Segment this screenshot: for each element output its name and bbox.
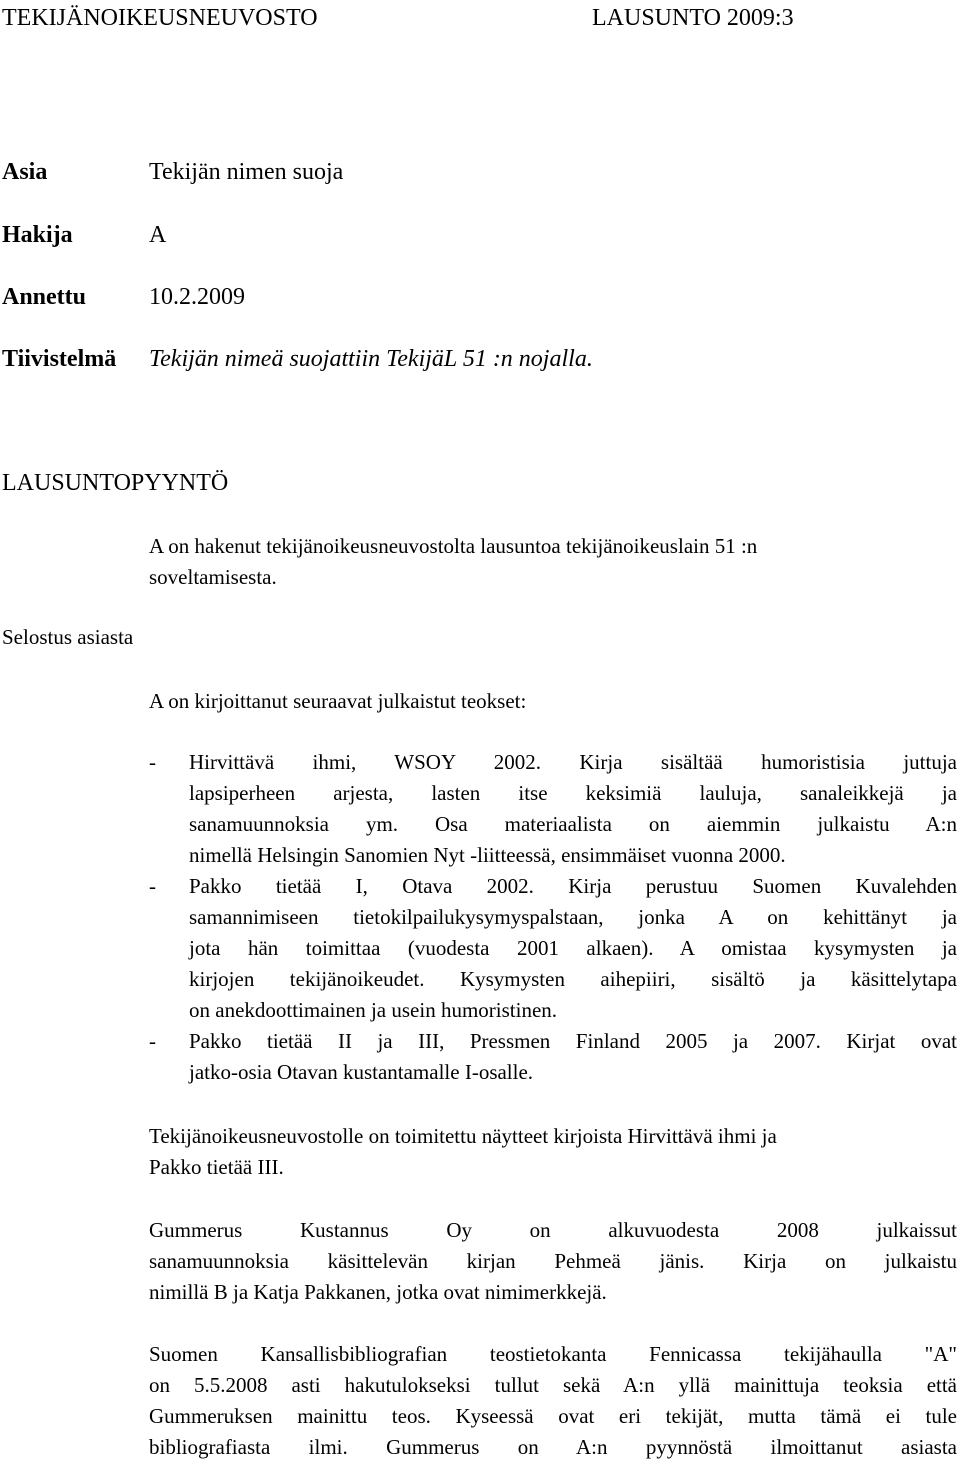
text-line: A on hakenut tekijänoikeusneuvostolta lausuntoa tekijänoikeuslain 51 :n bbox=[149, 534, 758, 558]
list-dash: - bbox=[149, 1029, 156, 1053]
text-line: kirjojen tekijänoikeudet. Kysymysten aihepiiri, sisältö ja käsittelytapa bbox=[189, 967, 957, 991]
paragraph-fennica bbox=[149, 1339, 957, 1463]
text-line: samannimiseen tietokilpailukysymyspalstaan, jonka A on kehittänyt ja bbox=[189, 905, 957, 929]
text-line: bibliografiasta ilmi. Gummerus on A:n pyynnöstä ilmoittanut asiasta bbox=[149, 1435, 957, 1459]
text-line: Pakko tietää I, Otava 2002. Kirja perustuu Suomen Kuvalehden bbox=[189, 874, 957, 898]
text-line: soveltamisesta. bbox=[149, 565, 277, 589]
meta-value-tiivistelma: Tekijän nimeä suojattiin TekijäL 51 :n nojalla. bbox=[149, 346, 593, 372]
text-line: Pakko tietää II ja III, Pressmen Finland 2005 ja 2007. Kirjat ovat bbox=[189, 1029, 957, 1053]
meta-label-annettu: Annettu bbox=[2, 284, 87, 310]
text-line: sanamuunnoksia ym. Osa materiaalista on aiemmin julkaistu A:n bbox=[189, 812, 957, 836]
meta-value-hakija: A bbox=[149, 222, 167, 248]
meta-label-tiivistelma: Tiivistelmä bbox=[2, 346, 117, 372]
text-line: lapsiperheen arjesta, lasten itse keksimiä lauluja, sanaleikkejä ja bbox=[189, 781, 957, 805]
list-dash: - bbox=[149, 750, 156, 774]
list-item bbox=[149, 871, 957, 1026]
text-line: nimillä B ja Katja Pakkanen, jotka ovat nimimerkkejä. bbox=[149, 1280, 607, 1304]
text-line: Suomen Kansallisbibliografian teostietokanta Fennicassa tekijähaulla "A" bbox=[149, 1342, 957, 1366]
text-line: Gummerus Kustannus Oy on alkuvuodesta 2008 julkaissut bbox=[149, 1218, 957, 1242]
text-line: Gummeruksen mainittu teos. Kyseessä ovat eri tekijät, mutta tämä ei tule bbox=[149, 1404, 957, 1428]
text-line: sanamuunnoksia käsittelevän kirjan Pehmeä jänis. Kirja on julkaistu bbox=[149, 1249, 957, 1273]
text-line: on 5.5.2008 asti hakutulokseksi tullut sekä A:n yllä mainittuja teoksia että bbox=[149, 1373, 957, 1397]
paragraph-gummerus bbox=[149, 1215, 957, 1308]
section-title: LAUSUNTOPYYNTÖ bbox=[2, 470, 229, 496]
list-item bbox=[149, 1026, 957, 1088]
text-line: Pakko tietää III. bbox=[149, 1155, 284, 1179]
side-label: Selostus asiasta bbox=[2, 625, 134, 649]
meta-value-asia: Tekijän nimen suoja bbox=[149, 159, 344, 185]
organization-name: TEKIJÄNOIKEUSNEUVOSTO bbox=[2, 5, 318, 31]
text-line: Hirvittävä ihmi, WSOY 2002. Kirja sisältää humoristisia juttuja bbox=[189, 750, 957, 774]
text-line: nimellä Helsingin Sanomien Nyt -liitteessä, ensimmäiset vuonna 2000. bbox=[189, 843, 786, 867]
text-line: on anekdoottimainen ja usein humoristinen. bbox=[189, 998, 558, 1022]
meta-value-annettu: 10.2.2009 bbox=[149, 284, 245, 310]
meta-label-hakija: Hakija bbox=[2, 222, 73, 248]
paragraph-samples bbox=[149, 1121, 957, 1183]
list-item bbox=[149, 747, 957, 871]
meta-label-asia: Asia bbox=[2, 159, 48, 185]
text-line: Tekijänoikeusneuvostolle on toimitettu näytteet kirjoista Hirvittävä ihmi ja bbox=[149, 1124, 777, 1148]
list-dash: - bbox=[149, 874, 156, 898]
works-intro: A on kirjoittanut seuraavat julkaistut teokset: bbox=[149, 689, 527, 713]
works-list bbox=[149, 747, 957, 1088]
request-paragraph bbox=[149, 531, 957, 593]
text-line: jota hän toimittaa (vuodesta 2001 alkaen). A omistaa kysymysten ja bbox=[189, 936, 957, 960]
text-line: jatko-osia Otavan kustantamalle I-osalle. bbox=[189, 1060, 534, 1084]
document-id: LAUSUNTO 2009:3 bbox=[592, 5, 794, 31]
